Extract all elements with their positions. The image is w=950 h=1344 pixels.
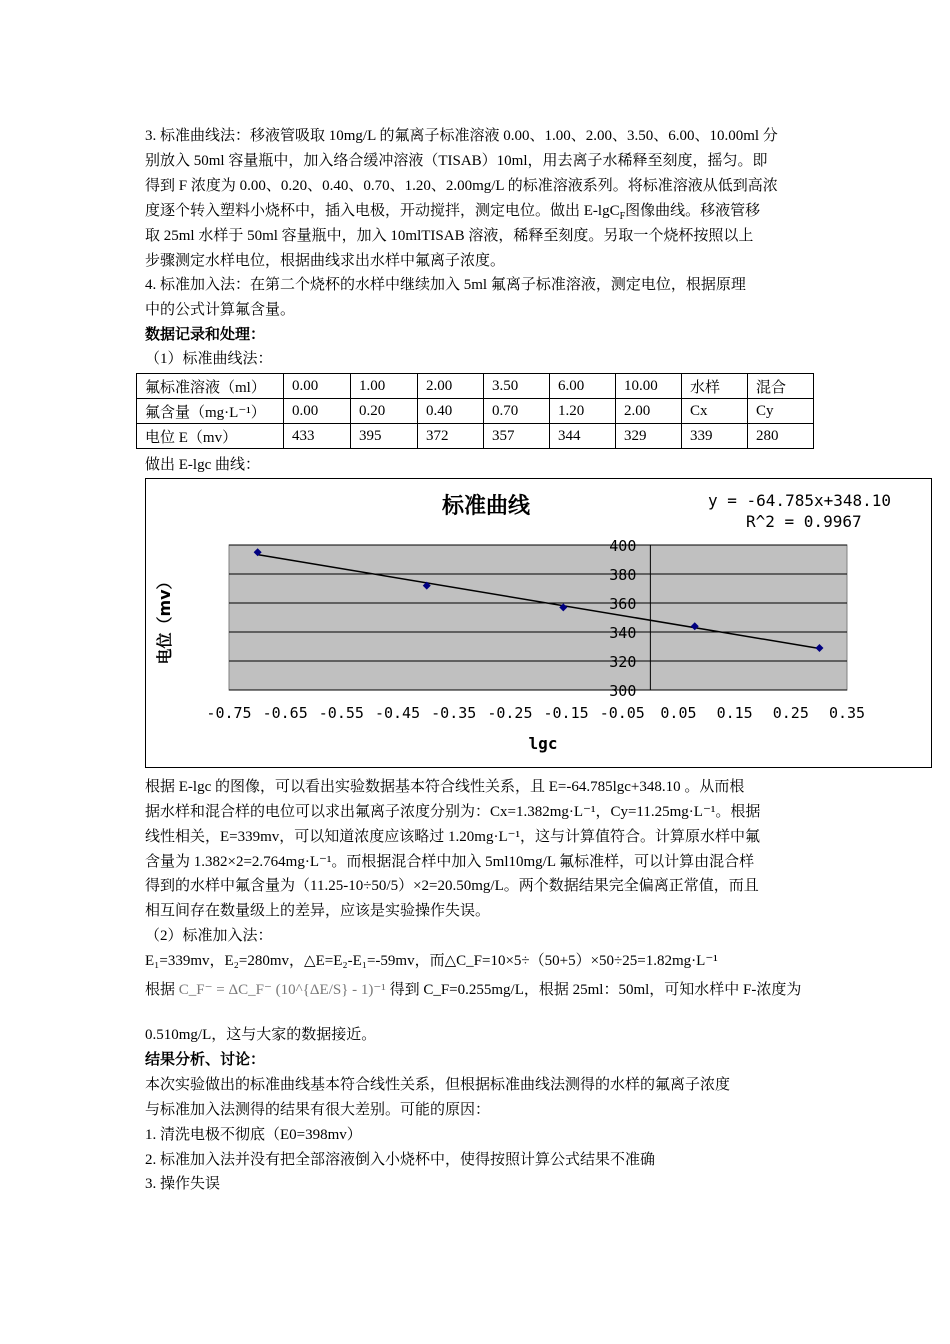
- table-row: [137, 424, 814, 449]
- y-axis-label: 电位（mv）: [155, 573, 174, 665]
- x-tick-label: -0.65: [262, 704, 308, 722]
- table-cell: 1.00: [351, 374, 418, 399]
- table-cell: 电位 E（mv）: [137, 424, 284, 449]
- table-cell: 280: [748, 424, 814, 449]
- table-cell: 0.20: [351, 399, 418, 424]
- x-tick-label: -0.25: [487, 704, 533, 722]
- formula-suffix: 得到 C_F=0.255mg/L，根据 25ml：50ml，可知水样中 F-浓度为: [389, 982, 802, 998]
- x-tick-label: -0.45: [374, 704, 421, 722]
- x-tick-label: -0.75: [206, 704, 252, 722]
- table-cell: 329: [616, 424, 682, 449]
- table-cell: 0.00: [284, 374, 351, 399]
- para3-line2: 别放入 50ml 容量瓶中，加入络合缓冲溶液（TISAB）10ml，用去离子水稀释至刻度，摇匀。即: [145, 153, 768, 169]
- table-cell: 339: [682, 424, 748, 449]
- y-tick-label: 300: [609, 682, 637, 700]
- x-tick-labels: [206, 704, 865, 722]
- table-cell: 0.70: [484, 399, 550, 424]
- table-cell: 395: [351, 424, 418, 449]
- table-cell: Cx: [682, 399, 748, 424]
- result-line2: 与标准加入法测得的结果有很大差别。可能的原因：: [145, 1102, 491, 1118]
- result-item3: 3. 操作失误: [145, 1176, 221, 1192]
- x-tick-label: 0.25: [772, 704, 809, 722]
- para3-line1: 3. 标准曲线法：移液管吸取 10mg/L 的氟离子标准溶液 0.00、1.00、2.00、3.50、6.00、10.00ml 分: [145, 128, 778, 144]
- analysis-line6: 相互间存在数量级上的差异，应该是实验操作失误。: [145, 903, 491, 919]
- table-cell: 2.00: [418, 374, 484, 399]
- table-cell: 344: [550, 424, 616, 449]
- para3-line3: 得到 F 浓度为 0.00、0.20、0.40、0.70、1.20、2.00mg/L 的标准溶液系列。将标准溶液从低到高浓: [145, 178, 778, 194]
- x-axis-label: lgc: [528, 734, 558, 753]
- table-cell: 氟标准溶液（ml）: [137, 374, 284, 399]
- data-table: [136, 373, 814, 449]
- table-cell: 0.40: [418, 399, 484, 424]
- y-tick-label: 360: [609, 595, 637, 613]
- y-tick-label: 320: [609, 653, 637, 671]
- para3-line6: 步骤测定水样电位，根据曲线求出水样中氟离子浓度。: [145, 253, 506, 269]
- standard-curve-chart: [145, 478, 932, 768]
- make-curve-text: 做出 E-lgc 曲线：: [145, 457, 260, 473]
- table-cell: 10.00: [616, 374, 682, 399]
- table-row: [137, 399, 814, 424]
- formula-prefix: 根据: [145, 982, 176, 998]
- x-tick-label: -0.15: [543, 704, 589, 722]
- analysis-line3: 线性相关，E=339mv，可以知道浓度应该略过 1.20mg·L⁻¹，这与计算值符合。计算原水样中氟: [145, 829, 761, 845]
- chart-equation: y = -64.785x+348.10: [708, 491, 892, 510]
- table-cell: 6.00: [550, 374, 616, 399]
- para3-line4-a: 度逐个转入塑料小烧杯中，插入电极，开动搅拌，测定电位。做出 E-lgC: [145, 203, 620, 219]
- table-cell: 氟含量（mg·L⁻¹）: [137, 399, 284, 424]
- subscript-f: F: [619, 211, 626, 222]
- y-tick-label: 380: [609, 566, 637, 584]
- subheading-standard-addition: （2）标准加入法：: [145, 928, 273, 944]
- table-cell: 水样: [682, 374, 748, 399]
- chart-title: 标准曲线: [441, 494, 531, 519]
- result-line1: 本次实验做出的标准曲线基本符合线性关系，但根据标准曲线法测得的水样的氟离子浓度: [145, 1077, 731, 1093]
- table-cell: 混合: [748, 374, 814, 399]
- x-tick-label: -0.55: [318, 704, 364, 722]
- para3-line5: 取 25ml 水样于 50ml 容量瓶中，加入 10mlTISAB 溶液，稀释至刻度。另取一个烧杯按照以上: [145, 228, 754, 244]
- x-tick-label: -0.05: [599, 704, 645, 722]
- result-item1: 1. 清洗电极不彻底（E0=398mv）: [145, 1127, 362, 1143]
- analysis-line5: 得到的水样中氟含量为（11.25-10÷50/5）×2=20.50mg/L。两个数据结果完全偏离正常值，而且: [145, 878, 759, 894]
- analysis-line2: 据水样和混合样的电位可以求出氟离子浓度分别为：Cx=1.382mg·L⁻¹，Cy=11.25mg·L⁻¹。根据: [145, 804, 761, 820]
- para4-line1: 4. 标准加入法：在第二个烧杯的水样中继续加入 5ml 氟离子标准溶液，测定电位，根据原理: [145, 277, 746, 293]
- y-tick-label: 400: [609, 537, 637, 555]
- result-item2: 2. 标准加入法并没有把全部溶液倒入小烧杯中，使得按照计算公式结果不准确: [145, 1152, 656, 1168]
- table-cell: 357: [484, 424, 550, 449]
- table-cell: 3.50: [484, 374, 550, 399]
- x-tick-label: 0.35: [828, 704, 866, 722]
- table-cell: 0.00: [284, 399, 351, 424]
- x-tick-label: 0.15: [716, 704, 753, 722]
- analysis-line1: 根据 E-lgc 的图像，可以看出实验数据基本符合线性关系，且 E=-64.785lgc+348.10 。从而根: [145, 779, 745, 795]
- plot-area: [229, 545, 847, 690]
- formula: C_F⁻ = ΔC_F⁻ (10^{ΔE/S} - 1)⁻¹: [178, 982, 386, 998]
- table-cell: 2.00: [616, 399, 682, 424]
- chart-svg: [146, 479, 931, 767]
- formula-line2: 0.510mg/L，这与大家的数据接近。: [145, 1027, 377, 1043]
- table-cell: Cy: [748, 399, 814, 424]
- subheading-standard-curve: （1）标准曲线法：: [145, 351, 273, 367]
- x-tick-label: 0.05: [660, 704, 697, 722]
- chart-r-squared: R^2 = 0.9967: [746, 512, 862, 531]
- para3-line4-b: 图像曲线。移液管移: [625, 203, 761, 219]
- table-row: [137, 374, 814, 399]
- analysis-line4: 含量为 1.382×2=2.764mg·L⁻¹。而根据混合样中加入 5ml10mg/L 氟标准样，可以计算由混合样: [145, 854, 755, 870]
- heading-result: 结果分析、讨论：: [145, 1052, 266, 1068]
- table-cell: 433: [284, 424, 351, 449]
- para4-line2: 中的公式计算氟含量。: [145, 302, 296, 318]
- heading-data: 数据记录和处理：: [145, 327, 266, 343]
- x-tick-label: -0.35: [431, 704, 477, 722]
- formula-line: [145, 978, 801, 1002]
- table-cell: 1.20: [550, 399, 616, 424]
- standard-addition-line: E₁=339mv，E₂=280mv，△E=E₂-E₁=-59mv，而△C_F=10×5÷（50+5）×50÷25=1.82mg·L⁻¹: [145, 953, 718, 969]
- table-cell: 372: [418, 424, 484, 449]
- y-tick-label: 340: [609, 624, 637, 642]
